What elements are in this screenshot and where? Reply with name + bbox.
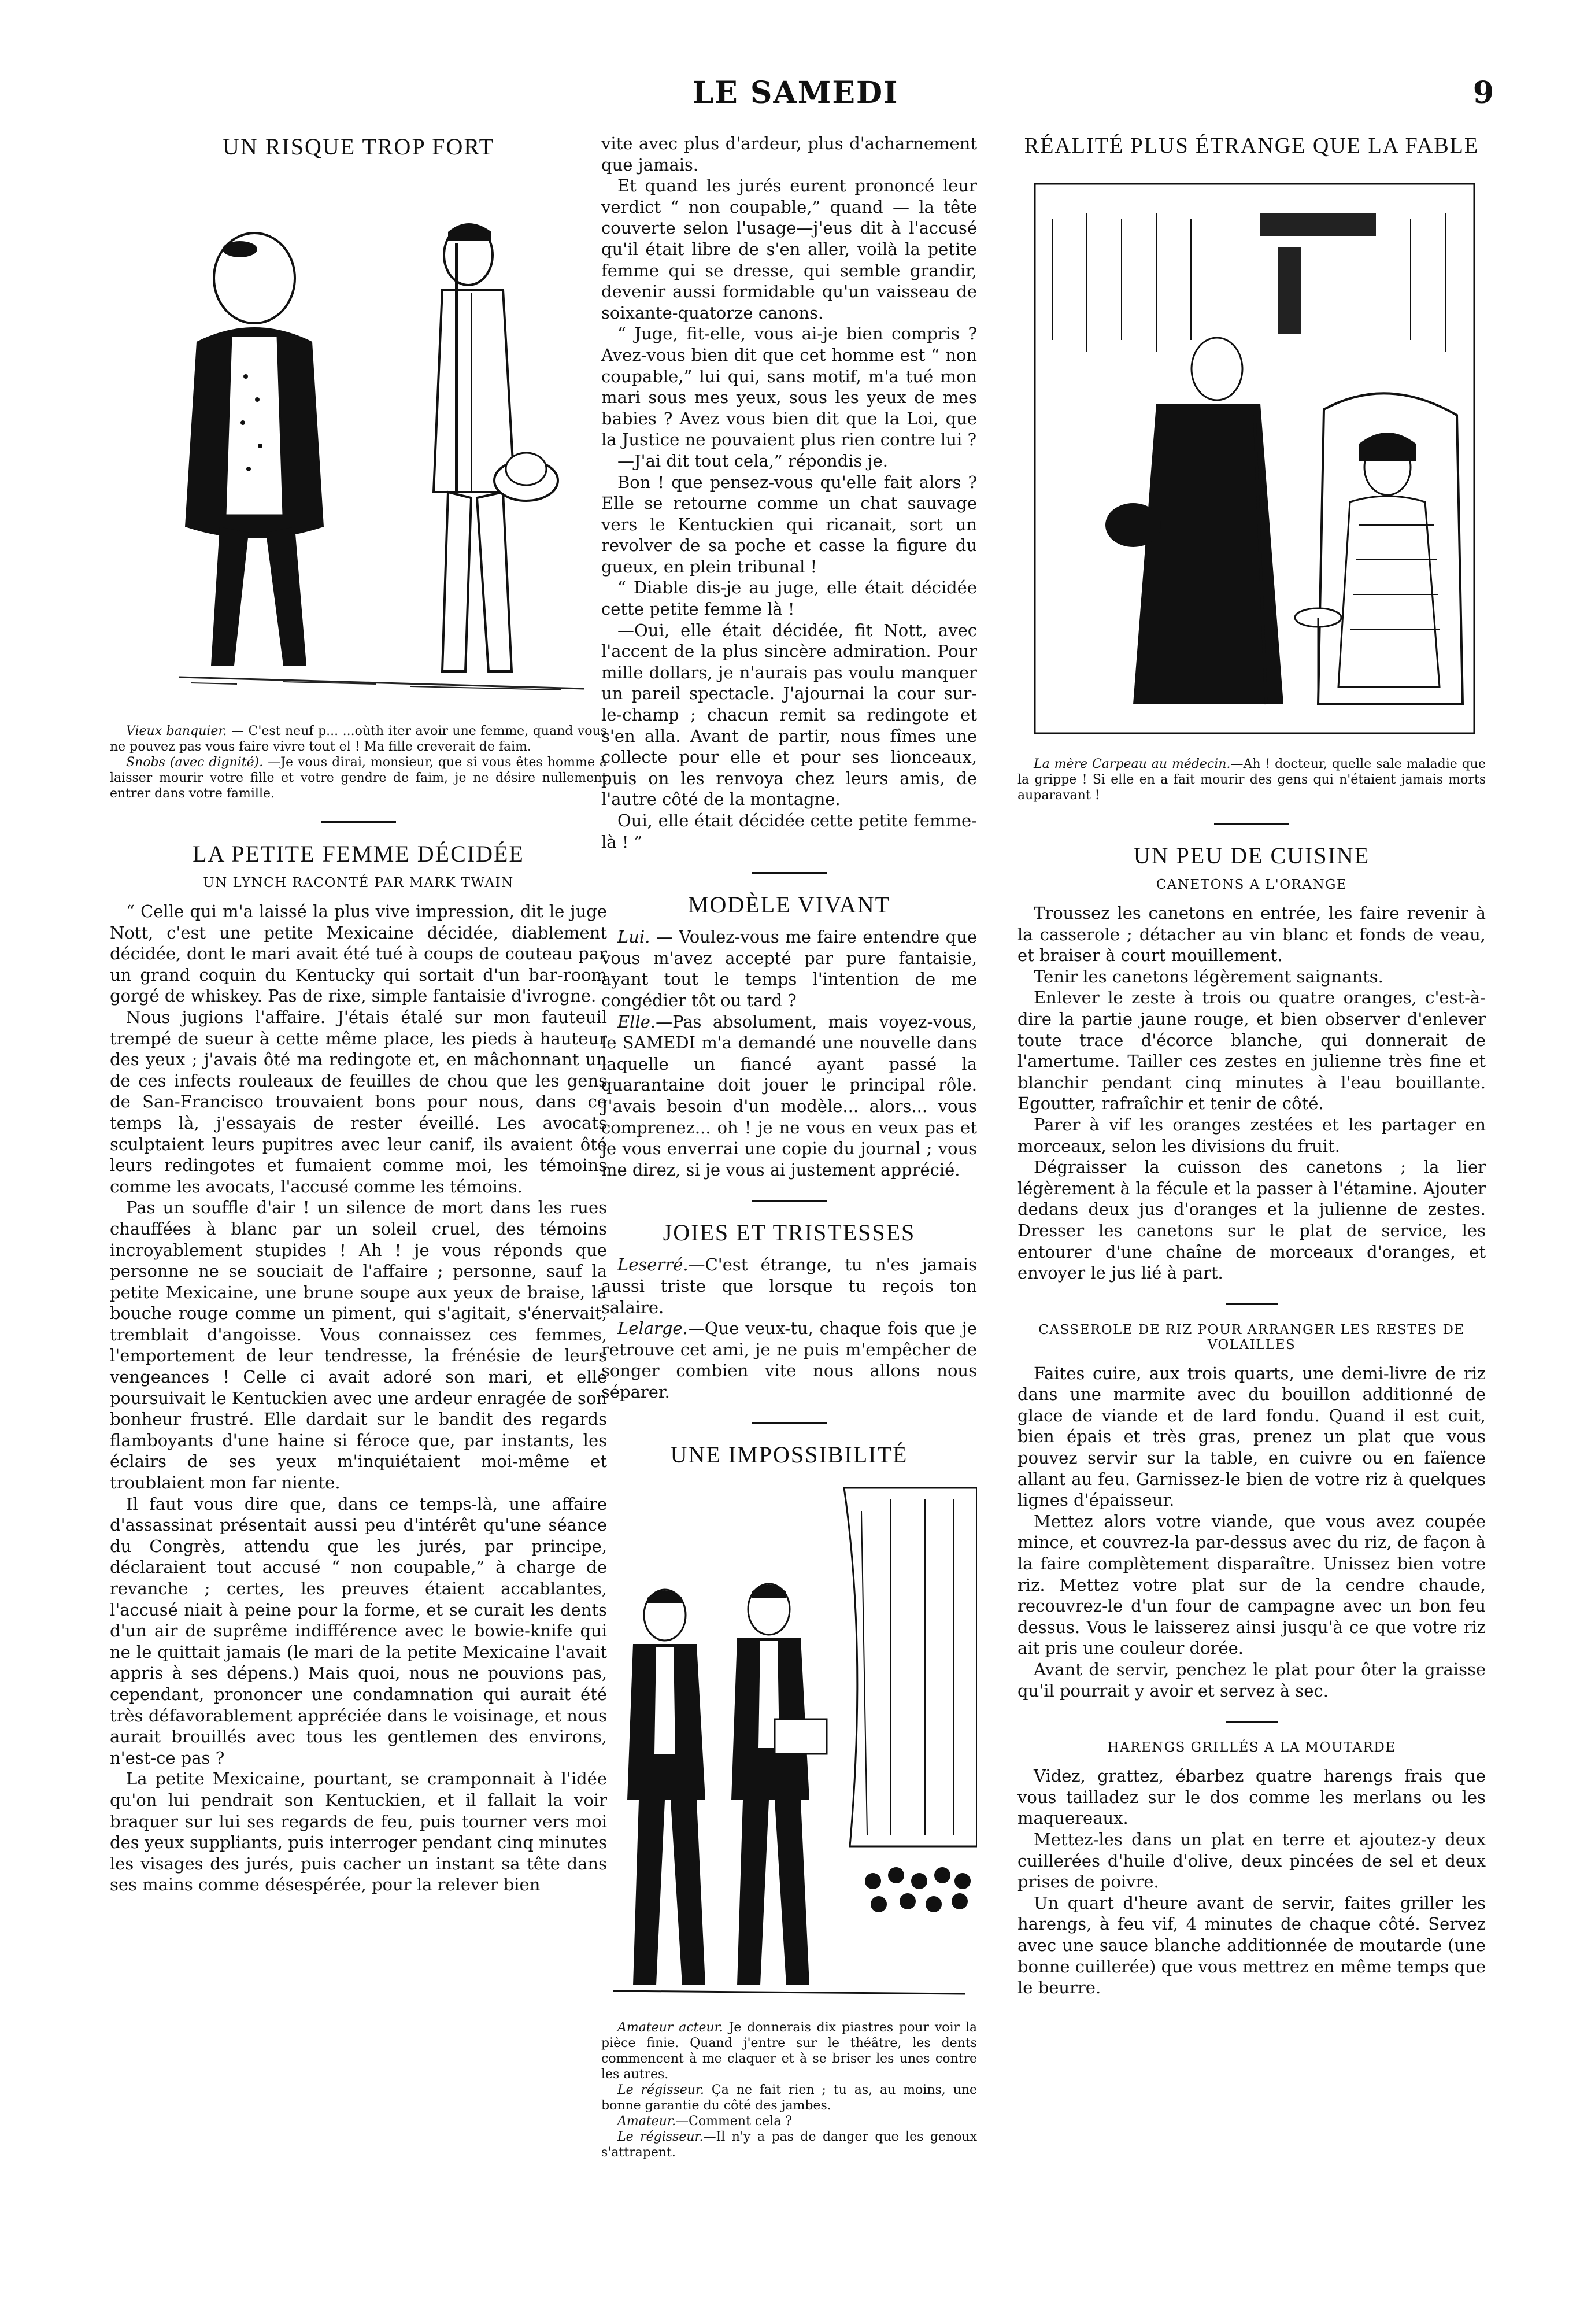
paragraph: Il faut vous dire que, dans ce temps-là, une affaire d'assassinat présentait aussi peu d'intérêt qu'une séance du Congrès, attendu que les jurés, par principe, déclaraient tout accusé “ non coupable,” à charge de revanche ; certes, les preuves étaient accablantes, l'accusé niait à peine pour la forme, et se curait les dents d'un air de suprême indifférence avec le bowie-knife qui ne le quittait jamais (le mari de la petite Mexicaine l'avait appris à ses dépens.) Mais quoi, nous ne pouvions pas, cependant, prononcer une condamnation qui aurait été très défavorablement appréciée dans le voisinage, et nous aurait brouillés avec tous les gentlemen des environs, n'est-ce pas ? (110, 1494, 607, 1768)
page-number: 9 (1472, 75, 1494, 110)
dialogue-line (601, 1011, 977, 1181)
illustration-banker-and-suitor (110, 168, 607, 718)
speaker: Elle. (617, 1011, 656, 1032)
journal-title: LE SAMEDI (692, 75, 899, 110)
caption-text: —Comment cela ? (676, 2114, 793, 2129)
paragraph: Un quart d'heure avant de servir, faites griller les harengs, à feu vif, 4 minutes de chaque côté. Servez avec une sauce blanche additionnée de moutarde (une bonne cuillerée) que vous mettrez en même temps que le beurre. (1018, 1893, 1486, 1998)
article-title-joies-tristesses: JOIES ET TRISTESSES (663, 1220, 916, 1246)
paragraph: “ Juge, fit-elle, vous ai-je bien compris ? Avez-vous bien dit que cet homme est “ non coupable,” lui qui, sans motif, m'a tué mon mari sous mes yeux, sous les yeux de mes babies ? Avez vous bien dit que la Loi, que la Justice ne pouvaient plus rien contre lui ? (601, 324, 977, 450)
dialogue-text: —Pas absolument, mais voyez-vous, le SAMEDI m'a demandé une nouvelle dans laquelle un fiancé ayant passé la quarantaine doit jouer le principal rôle. J'avais besoin d'un modèle... alors... vous comprenez... oh ! je ne vous en veux pas et je vous enverrai une copie du journal ; vous me direz, si je vous ai justement apprécié. (601, 1011, 977, 1180)
dialogue-text: —C'est étrange, tu n'es jamais aussi triste que lorsque tu reçois ton salaire. (601, 1255, 977, 1317)
paragraph: Mettez alors votre viande, que vous avez coupée mince, et couvrez-la par-dessus avec du riz, de façon à la faire complètement disparaître. Unissez bien votre riz. Mettez votre plat sur de la cendre chaude, recouvrez-le d'un four de campagne avec un bon feu dessus. Vous le laisserez ainsi jusqu'à ce que votre riz ait pris une couleur dorée. (1018, 1511, 1486, 1658)
illustration-drawing (110, 168, 607, 718)
column-right (1018, 133, 1486, 1998)
paragraph: Parer à vif les oranges zestées et les partager en morceaux, selon les divisions du fruit. (1018, 1114, 1486, 1156)
section-divider (752, 1422, 827, 1424)
section-divider (752, 872, 827, 874)
speaker: Lelarge. (617, 1318, 688, 1339)
illustration-drawing (1018, 167, 1486, 751)
paragraph: Mettez-les dans un plat en terre et ajoutez-y deux cuillerées d'huile d'olive, deux pincées de sel et deux prises de poivre. (1018, 1829, 1486, 1892)
illustration-caption-impossibilite (601, 2020, 977, 2160)
illustration-drawing (601, 1476, 977, 2014)
paragraph: “ Celle qui m'a laissé la plus vive impression, dit le juge Nott, c'est une petite Mexicaine décidée, diablement décidée, dont le mari avait été tué à coups de couteau par un grand coquin du Kentucky qui sortait d'un bar-room gorgé de whiskey. Pas de rixe, simple fantaisie d'ivrogne. (110, 901, 607, 1006)
section-divider (321, 821, 396, 823)
caption-text: Je donnerais dix piastres pour voir la pièce finie. Quand j'entre sur le théâtre, les dents commencent à me claquer et à se briser les unes contre les autres. (601, 2020, 978, 2082)
paragraph: Avant de servir, penchez le plat pour ôter la graisse qu'il pourrait y avoir et servez à sec. (1018, 1660, 1486, 1701)
caption-speaker: Vieux banquier. (126, 724, 227, 738)
paragraph: Troussez les canetons en entrée, les faire revenir à la casserole ; détacher au vin blanc et fonds de veau, et braiser à court mouillement. (1018, 903, 1486, 966)
section-divider (1214, 823, 1289, 825)
caption-speaker: Le régisseur. (617, 2083, 705, 2098)
caption-text: Ça ne fait rien ; tu as, au moins, une bonne garantie du côté des jambes. (601, 2083, 978, 2114)
caption-speaker: Snobs (avec dignité). (126, 755, 264, 770)
paragraph: Enlever le zeste à trois ou quatre oranges, c'est-à-dire la partie jaune rouge, et bien observer d'enlever toute trace d'écorce blanche, qui donnerait de l'amertume. Tailler ces zestes en julienne très fine et blanchir pendant cinq minutes à l'eau bouillante. Egoutter, rafraîchir et tenir de côté. (1018, 988, 1486, 1114)
dialogue-text: — Voulez-vous me faire entendre que vous m'avez accepté par pure fantaisie, ayant tout le temps l'intention de me congédier tôt ou tard ? (601, 927, 977, 1010)
paragraph: Tenir les canetons légèrement saignants. (1034, 966, 1383, 987)
paragraph: vite avec plus d'ardeur, plus d'acharnement que jamais. (601, 134, 977, 175)
column-left (110, 133, 607, 1896)
paragraph: Videz, grattez, ébarbez quatre harengs frais que vous tailladez sur le dos comme les merlans ou les maquereaux. (1018, 1766, 1486, 1828)
paragraph: “ Diable dis-je au juge, elle était décidée cette petite femme là ! (601, 578, 977, 619)
paragraph: Nous jugions l'affaire. J'étais étalé sur mon fauteuil trempé de sueur à cette même place, les pieds à hauteur des yeux ; j'avais ôté ma redingote et, en mâchonnant un de ces infects rouleaux de feuilles de chou que les gens de San-Francisco trouvaient bons pour nous, dans ce temps là, j'essayais de rester éveillé. Les avocats sculptaient leurs pupitres avec leur canif, ils avaient ôté leurs redingotes et fumaient comme moi, les témoins comme les avocats, l'accusé comme les témoins. (110, 1007, 607, 1196)
paragraph: La petite Mexicaine, pourtant, se cramponnait à l'idée qu'on lui pendrait son Kentuckien, et il fallait la voir braquer sur lui ses regards de feu, puis tourner vers moi des yeux suppliants, puis interroger pendant cinq minutes les visages des jurés, puis cacher un instant sa tête dans ses mains comme désespérée, pour la relever bien (110, 1769, 607, 1895)
paragraph: Et quand les jurés eurent prononcé leur verdict “ non coupable,” quand — la tête couverte selon l'usage—j'eus dit à l'accusé qu'il était libre de s'en aller, voilà la petite femme qui se dresse, qui semble grandir, devenir aussi formidable qu'un vaisseau de soixante-quatorze canons. (601, 176, 977, 323)
article-title-risque: UN RISQUE TROP FORT (222, 134, 495, 160)
caption-speaker: La mère Carpeau au médecin. (1034, 757, 1231, 771)
paragraph: Oui, elle était décidée cette petite femme-là ! ” (601, 811, 977, 852)
caption-text: —Il n'y a pas de danger que les genoux s'attrapent. (601, 2130, 977, 2160)
paragraph: —J'ai dit tout cela,” répondis je. (617, 450, 889, 471)
article-title-cuisine: UN PEU DE CUISINE (1133, 843, 1370, 869)
caption-speaker: Amateur acteur. (617, 2020, 723, 2035)
dialogue-line (601, 1318, 977, 1402)
caption-speaker: Amateur. (617, 2114, 676, 2129)
paragraph: Faites cuire, aux trois quarts, une demi-livre de riz dans une marmite avec du bouillon additionné de glace de viande et de lard fondu. Quand il est cuit, bien épais et très gras, prenez un plat que vous pouvez servir sur la table, en cuivre ou en faïence allant au feu. Garnissez-le bien de votre riz à quelques lignes d'épaisseur. (1018, 1363, 1486, 1510)
column-middle (601, 133, 977, 2160)
caption-text: —Je vous dirai, monsieur, que si vous êtes homme à laisser mourir votre fille et votre gendre de faim, je ne désire nullement entrer dans votre famille. (110, 755, 607, 801)
dialogue-text: —Que veux-tu, chaque fois que je retrouve cet ami, je ne puis m'empêcher de songer combien vite nous allons nous séparer. (601, 1318, 977, 1402)
illustration-caption-risque (110, 723, 607, 801)
recipe-title: CANETONS A L'ORANGE (1156, 877, 1348, 892)
paragraph: —Oui, elle était décidée, fit Nott, avec l'accent de la plus sincère admiration. Pour mille dollars, je n'aurais pas voulu manquer un pareil spectacle. J'ajournai la cour sur-le-champ ; chacun remit sa redingote et s'en alla. Avant de partir, nous fîmes une collecte pour elle et pour ses lionceaux, puis on les renvoya chez leurs amis, de l'autre côté de la montagne. (601, 620, 977, 810)
speaker: Lui. (617, 927, 650, 947)
caption-speaker: Le régisseur. (617, 2130, 704, 2145)
article-title-petite-femme: LA PETITE FEMME DÉCIDÉE (193, 841, 524, 867)
recipe-title: HARENGS GRILLÉS A LA MOUTARDE (1107, 1740, 1396, 1756)
page-header (0, 75, 1591, 121)
recipe-title: CASSEROLE DE RIZ POUR ARRANGER LES RESTES DE VOLAILLES (1038, 1322, 1465, 1353)
article-title-realite: RÉALITÉ PLUS ÉTRANGE QUE LA FABLE (1024, 134, 1479, 158)
illustration-amateur-actor (601, 1476, 977, 2014)
section-divider (1226, 1721, 1278, 1723)
illustration-caption-realite (1018, 756, 1486, 803)
paragraph: Pas un souffle d'air ! un silence de mort dans les rues chauffées à blanc par un soleil cruel, des témoins incroyablement stupides ! Ah ! je vous réponds que personne ne se souciait de l'affaire ; personne, sauf la petite Mexicaine, une brune soupe aux yeux de braise, la bouche rouge comme un piment, qui s'agitait, s'énervait, tremblait d'angoisse. Vous connaissez ces femmes, l'emportement de leur tendresse, la frénésie de leurs vengeances ! Celle ci avait adoré son mari, et elle poursuivait le Kentuckien avec une ardeur enragée de son bonheur frustré. Elle dardait sur le bandit des regards flamboyants d'une haine si féroce que, par instants, les éclairs de ses yeux m'inquiétaient moi-même et troublaient mon far niente. (110, 1198, 607, 1493)
speaker: Leserré. (617, 1255, 689, 1275)
article-title-modele-vivant: MODÈLE VIVANT (687, 892, 891, 918)
article-subtitle: UN LYNCH RACONTÉ PAR MARK TWAIN (203, 875, 514, 891)
section-divider (1226, 1303, 1278, 1305)
section-divider (752, 1200, 827, 1202)
paragraph: Bon ! que pensez-vous qu'elle fait alors ? Elle se retourne comme un chat sauvage vers le Kentuckien qui ricanait, sort un revolver de sa poche et casse la figure du gueux, en plein tribunal ! (601, 472, 977, 577)
illustration-doctor-and-patient (1018, 167, 1486, 751)
dialogue-line (601, 926, 977, 1011)
article-title-impossibilite: UNE IMPOSSIBILITÉ (670, 1442, 908, 1468)
dialogue-line (601, 1254, 977, 1318)
paragraph: Dégraisser la cuisson des canetons ; la lier légèrement à la fécule et la passer à l'étamine. Ajouter dedans deux jus d'oranges et la julienne de zestes. Dresser les canetons sur le plat de service, les entourer d'une chaîne de morceaux d'oranges, et envoyer le jus lié à part. (1018, 1157, 1486, 1283)
caption-text: — C'est neuf p... ...oùth iter avoir une femme, quand vous ne pouvez pas vous faire vivre tout el ! Ma fille creverait de faim. (110, 724, 607, 754)
caption-text: —Ah ! docteur, quelle sale maladie que la grippe ! Si elle en a fait mourir des gens qui n'étaient jamais morts auparavant ! (1018, 757, 1486, 803)
